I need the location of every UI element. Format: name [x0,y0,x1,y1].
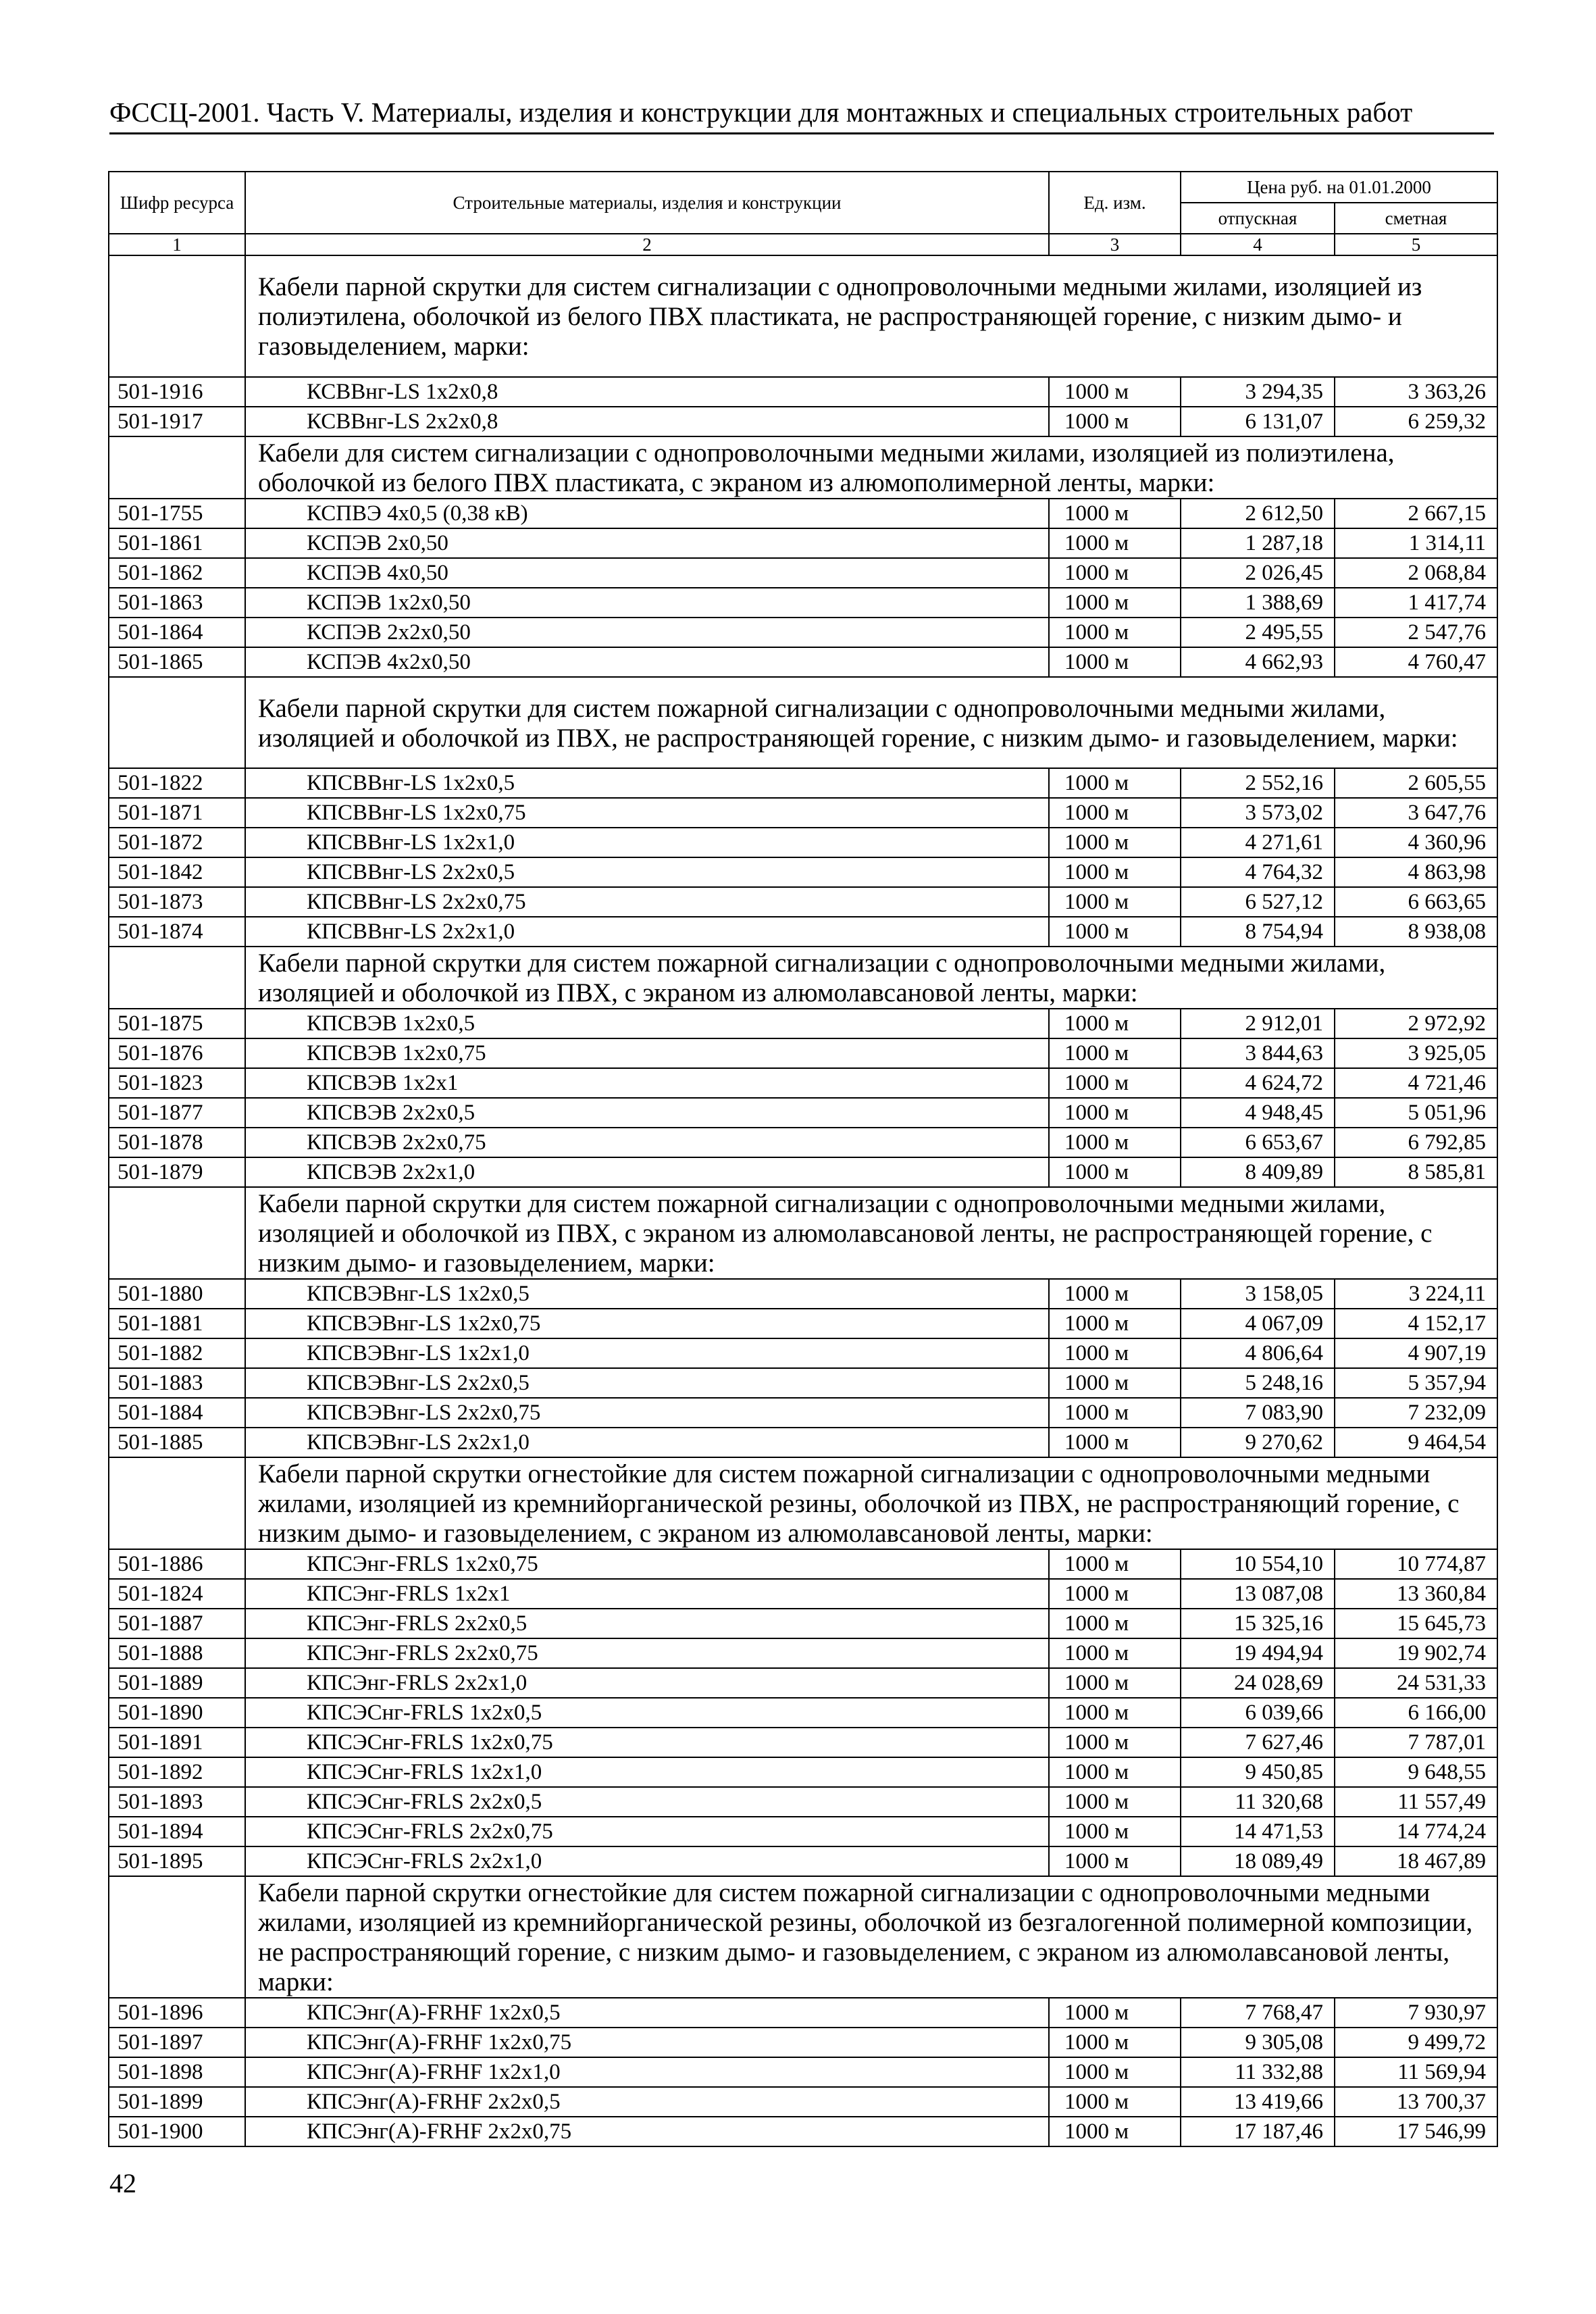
release-price-cell: 2 912,01 [1181,1009,1335,1038]
estimate-price-cell: 2 605,55 [1335,768,1497,798]
resource-code-cell: 501-1896 [109,1998,245,2028]
unit-cell: 1000 м [1049,558,1181,588]
group-code-blank [109,677,245,768]
table-row [109,407,1497,436]
estimate-price-cell: 1 314,11 [1335,528,1497,558]
page-header-title: ФССЦ-2001. Часть V. Материалы, изделия и конструкции для монтажных и специальных строительных работ [109,93,1494,134]
resource-code-cell: 501-1872 [109,828,245,857]
table-row [109,528,1497,558]
material-name-cell: КПСВЭВнг-LS 1x2x0,75 [245,1309,1049,1338]
release-price-cell: 9 450,85 [1181,1757,1335,1787]
unit-cell: 1000 м [1049,1609,1181,1638]
group-header-row [109,1876,1497,1998]
estimate-price-cell: 9 464,54 [1335,1428,1497,1457]
release-price-cell: 2 552,16 [1181,768,1335,798]
material-name-cell: КПСВВнг-LS 2x2x0,5 [245,857,1049,887]
estimate-price-cell: 4 760,47 [1335,647,1497,677]
unit-cell: 1000 м [1049,1668,1181,1698]
material-name-cell: КПСЭнг-FRLS 1x2x1 [245,1579,1049,1609]
group-header-row [109,255,1497,377]
material-name-cell: КСПВЭ 4x0,5 (0,38 кВ) [245,499,1049,528]
material-name-cell: КСВВнг-LS 1x2x0,8 [245,377,1049,407]
table-row [109,1638,1497,1668]
estimate-price-cell: 3 647,76 [1335,798,1497,828]
table-row [109,1428,1497,1457]
table-row [109,798,1497,828]
unit-cell: 1000 м [1049,1428,1181,1457]
unit-cell: 1000 м [1049,798,1181,828]
resource-code-cell: 501-1887 [109,1609,245,1638]
release-price-cell: 5 248,16 [1181,1368,1335,1398]
group-header-row [109,1187,1497,1279]
release-price-cell: 11 332,88 [1181,2057,1335,2087]
unit-cell: 1000 м [1049,1098,1181,1128]
estimate-price-cell: 13 360,84 [1335,1579,1497,1609]
table-row [109,647,1497,677]
unit-cell: 1000 м [1049,1279,1181,1309]
column-number: 5 [1335,234,1497,255]
unit-cell: 1000 м [1049,1009,1181,1038]
group-code-blank [109,436,245,499]
material-name-cell: КПСЭСнг-FRLS 2x2x0,5 [245,1787,1049,1817]
estimate-price-cell: 1 417,74 [1335,588,1497,618]
resource-code-cell: 501-1881 [109,1309,245,1338]
material-name-cell: КПСЭнг(А)-FRHF 1x2x0,5 [245,1998,1049,2028]
material-name-cell: КПСЭнг-FRLS 2x2x1,0 [245,1668,1049,1698]
material-name-cell: КПСВЭВ 2x2x0,5 [245,1098,1049,1128]
material-name-cell: КПСВВнг-LS 2x2x0,75 [245,887,1049,917]
resource-code-cell: 501-1874 [109,917,245,947]
page-number: 42 [109,2168,136,2198]
estimate-price-cell: 6 663,65 [1335,887,1497,917]
unit-cell: 1000 м [1049,1338,1181,1368]
estimate-price-cell: 4 721,46 [1335,1068,1497,1098]
estimate-price-cell: 24 531,33 [1335,1668,1497,1698]
table-row [109,1668,1497,1698]
column-header-code: Шифр ресурса [109,172,245,234]
material-name-cell: КПСЭСнг-FRLS 2x2x1,0 [245,1846,1049,1876]
estimate-price-cell: 9 648,55 [1335,1757,1497,1787]
unit-cell: 1000 м [1049,1698,1181,1728]
unit-cell: 1000 м [1049,1817,1181,1846]
material-name-cell: КПСЭСнг-FRLS 1x2x1,0 [245,1757,1049,1787]
resource-code-cell: 501-1876 [109,1038,245,1068]
group-code-blank [109,255,245,377]
material-name-cell: КСВВнг-LS 2x2x0,8 [245,407,1049,436]
resource-code-cell: 501-1898 [109,2057,245,2087]
resource-code-cell: 501-1865 [109,647,245,677]
release-price-cell: 8 754,94 [1181,917,1335,947]
release-price-cell: 7 768,47 [1181,1998,1335,2028]
table-row [109,917,1497,947]
table-row [109,1846,1497,1876]
resource-code-cell: 501-1900 [109,2117,245,2146]
column-header-release-price: отпускная [1181,203,1335,234]
resource-code-cell: 501-1873 [109,887,245,917]
table-row [109,1579,1497,1609]
resource-code-cell: 501-1863 [109,588,245,618]
unit-cell: 1000 м [1049,887,1181,917]
resource-code-cell: 501-1892 [109,1757,245,1787]
table-row [109,1309,1497,1338]
table-row [109,588,1497,618]
release-price-cell: 3 294,35 [1181,377,1335,407]
release-price-cell: 7 083,90 [1181,1398,1335,1428]
unit-cell: 1000 м [1049,1998,1181,2028]
table-row [109,2087,1497,2117]
unit-cell: 1000 м [1049,377,1181,407]
unit-cell: 1000 м [1049,828,1181,857]
group-description: Кабели парной скрутки для систем пожарной сигнализации с однопроволочными медными жилами, изоляцией и оболочкой из ПВХ, с экраном из алюмолавсановой ленты, не распространяющей горение, с низким дымо- и газовыделением, марки: [245,1187,1497,1279]
unit-cell: 1000 м [1049,499,1181,528]
resource-code-cell: 501-1890 [109,1698,245,1728]
material-name-cell: КПСЭнг(А)-FRHF 2x2x0,5 [245,2087,1049,2117]
resource-code-cell: 501-1862 [109,558,245,588]
estimate-price-cell: 11 557,49 [1335,1787,1497,1817]
resource-code-cell: 501-1917 [109,407,245,436]
release-price-cell: 1 388,69 [1181,588,1335,618]
table-row [109,618,1497,647]
estimate-price-cell: 13 700,37 [1335,2087,1497,2117]
group-description: Кабели парной скрутки для систем пожарной сигнализации с однопроволочными медными жилами, изоляцией и оболочкой из ПВХ, не распространяющей горение, с низким дымо- и газовыделением, марки: [245,677,1497,768]
estimate-price-cell: 9 499,72 [1335,2028,1497,2057]
material-name-cell: КПСВЭВ 1x2x1 [245,1068,1049,1098]
estimate-price-cell: 10 774,87 [1335,1549,1497,1579]
release-price-cell: 6 653,67 [1181,1128,1335,1157]
material-name-cell: КПСЭнг(А)-FRHF 2x2x0,75 [245,2117,1049,2146]
resource-code-cell: 501-1882 [109,1338,245,1368]
group-header-row [109,436,1497,499]
group-code-blank [109,947,245,1009]
resource-code-cell: 501-1842 [109,857,245,887]
estimate-price-cell: 7 232,09 [1335,1398,1497,1428]
resource-code-cell: 501-1878 [109,1128,245,1157]
group-description: Кабели парной скрутки для систем пожарной сигнализации с однопроволочными медными жилами, изоляцией и оболочкой из ПВХ, с экраном из алюмолавсановой ленты, марки: [245,947,1497,1009]
estimate-price-cell: 3 363,26 [1335,377,1497,407]
unit-cell: 1000 м [1049,1549,1181,1579]
resource-code-cell: 501-1871 [109,798,245,828]
unit-cell: 1000 м [1049,1638,1181,1668]
unit-cell: 1000 м [1049,647,1181,677]
estimate-price-cell: 5 357,94 [1335,1368,1497,1398]
release-price-cell: 7 627,46 [1181,1728,1335,1757]
table-row [109,1787,1497,1817]
resource-code-cell: 501-1895 [109,1846,245,1876]
release-price-cell: 15 325,16 [1181,1609,1335,1638]
table-row [109,2057,1497,2087]
release-price-cell: 4 806,64 [1181,1338,1335,1368]
release-price-cell: 4 662,93 [1181,647,1335,677]
unit-cell: 1000 м [1049,1368,1181,1398]
release-price-cell: 4 624,72 [1181,1068,1335,1098]
resource-code-cell: 501-1884 [109,1398,245,1428]
material-name-cell: КСПЭВ 2x2x0,50 [245,618,1049,647]
resource-code-cell: 501-1880 [109,1279,245,1309]
table-row [109,1368,1497,1398]
estimate-price-cell: 4 907,19 [1335,1338,1497,1368]
table-row [109,1038,1497,1068]
column-header-unit: Ед. изм. [1049,172,1181,234]
resource-code-cell: 501-1877 [109,1098,245,1128]
table-row [109,2028,1497,2057]
group-code-blank [109,1876,245,1998]
resource-code-cell: 501-1864 [109,618,245,647]
estimate-price-cell: 5 051,96 [1335,1098,1497,1128]
release-price-cell: 14 471,53 [1181,1817,1335,1846]
estimate-price-cell: 3 925,05 [1335,1038,1497,1068]
column-header-estimate-price: сметная [1335,203,1497,234]
release-price-cell: 9 305,08 [1181,2028,1335,2057]
unit-cell: 1000 м [1049,1128,1181,1157]
estimate-price-cell: 7 930,97 [1335,1998,1497,2028]
material-name-cell: КСПЭВ 4x0,50 [245,558,1049,588]
material-name-cell: КПСВЭВнг-LS 1x2x0,5 [245,1279,1049,1309]
release-price-cell: 2 495,55 [1181,618,1335,647]
resource-code-cell: 501-1886 [109,1549,245,1579]
release-price-cell: 6 527,12 [1181,887,1335,917]
release-price-cell: 13 087,08 [1181,1579,1335,1609]
column-header-name: Строительные материалы, изделия и конструкции [245,172,1049,234]
table-row [109,1009,1497,1038]
group-description: Кабели парной скрутки огнестойкие для систем пожарной сигнализации с однопроволочными медными жилами, изоляцией из кремнийорганической резины, оболочкой из безгалогенной полимерной композиции, не распространяющий горение, с низким дымо- и газовыделением, с экраном из алюмолавсановой ленты, марки: [245,1876,1497,1998]
unit-cell: 1000 м [1049,1846,1181,1876]
group-description: Кабели парной скрутки для систем сигнализации с однопроволочными медными жилами, изоляцией из полиэтилена, оболочкой из белого ПВХ пластиката, не распространяющей горение, с низким дымо- и газовыделением, марки: [245,255,1497,377]
release-price-cell: 4 067,09 [1181,1309,1335,1338]
table-row [109,1098,1497,1128]
table-row [109,2117,1497,2146]
estimate-price-cell: 19 902,74 [1335,1638,1497,1668]
estimate-price-cell: 6 166,00 [1335,1698,1497,1728]
material-name-cell: КПСВЭВ 2x2x0,75 [245,1128,1049,1157]
unit-cell: 1000 м [1049,618,1181,647]
release-price-cell: 6 131,07 [1181,407,1335,436]
column-number: 3 [1049,234,1181,255]
release-price-cell: 11 320,68 [1181,1787,1335,1817]
material-name-cell: КСПЭВ 1x2x0,50 [245,588,1049,618]
group-description: Кабели парной скрутки огнестойкие для систем пожарной сигнализации с однопроволочными медными жилами, изоляцией из кремнийорганической резины, оболочкой из ПВХ, не распространяющий горение, с низким дымо- и газовыделением, с экраном из алюмолавсановой ленты, марки: [245,1457,1497,1549]
estimate-price-cell: 11 569,94 [1335,2057,1497,2087]
resource-code-cell: 501-1861 [109,528,245,558]
unit-cell: 1000 м [1049,1728,1181,1757]
resource-code-cell: 501-1889 [109,1668,245,1698]
table-row [109,1757,1497,1787]
unit-cell: 1000 м [1049,1157,1181,1187]
resource-code-cell: 501-1916 [109,377,245,407]
resource-code-cell: 501-1875 [109,1009,245,1038]
release-price-cell: 19 494,94 [1181,1638,1335,1668]
table-row [109,1128,1497,1157]
column-number: 2 [245,234,1049,255]
group-header-row [109,677,1497,768]
unit-cell: 1000 м [1049,1068,1181,1098]
unit-cell: 1000 м [1049,1757,1181,1787]
unit-cell: 1000 м [1049,407,1181,436]
material-name-cell: КПСВЭВ 2x2x1,0 [245,1157,1049,1187]
estimate-price-cell: 2 667,15 [1335,499,1497,528]
table-row [109,857,1497,887]
material-name-cell: КПСВЭВ 1x2x0,5 [245,1009,1049,1038]
unit-cell: 1000 м [1049,1579,1181,1609]
release-price-cell: 4 948,45 [1181,1098,1335,1128]
table-row [109,887,1497,917]
column-number: 1 [109,234,245,255]
release-price-cell: 2 612,50 [1181,499,1335,528]
table-row [109,1609,1497,1638]
resource-code-cell: 501-1823 [109,1068,245,1098]
table-row [109,1068,1497,1098]
table-row [109,1698,1497,1728]
resource-code-cell: 501-1894 [109,1817,245,1846]
unit-cell: 1000 м [1049,1787,1181,1817]
material-name-cell: КПСЭнг-FRLS 2x2x0,75 [245,1638,1049,1668]
unit-cell: 1000 м [1049,1038,1181,1068]
resource-code-cell: 501-1824 [109,1579,245,1609]
resource-code-cell: 501-1879 [109,1157,245,1187]
material-name-cell: КСПЭВ 4x2x0,50 [245,647,1049,677]
table-row [109,1998,1497,2028]
material-name-cell: КПСЭСнг-FRLS 1x2x0,75 [245,1728,1049,1757]
group-description: Кабели для систем сигнализации с однопроволочными медными жилами, изоляцией из полиэтилена, оболочкой из белого ПВХ пластиката, с экраном из алюмополимерной ленты, марки: [245,436,1497,499]
column-number: 4 [1181,234,1335,255]
table-body [109,255,1497,2146]
unit-cell: 1000 м [1049,857,1181,887]
estimate-price-cell: 7 787,01 [1335,1728,1497,1757]
column-header-price-group: Цена руб. на 01.01.2000 [1181,172,1497,203]
estimate-price-cell: 8 938,08 [1335,917,1497,947]
resource-code-cell: 501-1888 [109,1638,245,1668]
unit-cell: 1000 м [1049,1309,1181,1338]
material-name-cell: КПСЭнг(А)-FRHF 1x2x0,75 [245,2028,1049,2057]
estimate-price-cell: 14 774,24 [1335,1817,1497,1846]
release-price-cell: 3 158,05 [1181,1279,1335,1309]
release-price-cell: 8 409,89 [1181,1157,1335,1187]
table-row [109,828,1497,857]
release-price-cell: 18 089,49 [1181,1846,1335,1876]
release-price-cell: 3 573,02 [1181,798,1335,828]
material-name-cell: КПСВЭВнг-LS 1x2x1,0 [245,1338,1049,1368]
table-row [109,1157,1497,1187]
unit-cell: 1000 м [1049,2087,1181,2117]
estimate-price-cell: 6 792,85 [1335,1128,1497,1157]
resource-code-cell: 501-1897 [109,2028,245,2057]
table-row [109,1549,1497,1579]
table-row [109,1279,1497,1309]
release-price-cell: 13 419,66 [1181,2087,1335,2117]
table-row [109,1817,1497,1846]
table-row [109,499,1497,528]
table-row [109,377,1497,407]
release-price-cell: 10 554,10 [1181,1549,1335,1579]
estimate-price-cell: 18 467,89 [1335,1846,1497,1876]
material-name-cell: КПСВЭВ 1x2x0,75 [245,1038,1049,1068]
material-name-cell: КСПЭВ 2x0,50 [245,528,1049,558]
resource-code-cell: 501-1755 [109,499,245,528]
unit-cell: 1000 м [1049,917,1181,947]
unit-cell: 1000 м [1049,528,1181,558]
table-row [109,1338,1497,1368]
material-name-cell: КПСВЭВнг-LS 2x2x1,0 [245,1428,1049,1457]
release-price-cell: 2 026,45 [1181,558,1335,588]
table-row [109,1728,1497,1757]
material-name-cell: КПСВВнг-LS 1x2x1,0 [245,828,1049,857]
release-price-cell: 4 764,32 [1181,857,1335,887]
material-name-cell: КПСЭнг(А)-FRHF 1x2x1,0 [245,2057,1049,2087]
estimate-price-cell: 3 224,11 [1335,1279,1497,1309]
material-name-cell: КПСЭнг-FRLS 1x2x0,75 [245,1549,1049,1579]
table-row [109,1398,1497,1428]
price-table [108,171,1498,2147]
group-header-row [109,1457,1497,1549]
material-name-cell: КПСВВнг-LS 2x2x1,0 [245,917,1049,947]
unit-cell: 1000 м [1049,2028,1181,2057]
table-row [109,558,1497,588]
estimate-price-cell: 4 863,98 [1335,857,1497,887]
estimate-price-cell: 2 068,84 [1335,558,1497,588]
estimate-price-cell: 15 645,73 [1335,1609,1497,1638]
release-price-cell: 3 844,63 [1181,1038,1335,1068]
unit-cell: 1000 м [1049,768,1181,798]
group-header-row [109,947,1497,1009]
release-price-cell: 9 270,62 [1181,1428,1335,1457]
material-name-cell: КПСЭнг-FRLS 2x2x0,5 [245,1609,1049,1638]
estimate-price-cell: 4 152,17 [1335,1309,1497,1338]
release-price-cell: 17 187,46 [1181,2117,1335,2146]
unit-cell: 1000 м [1049,588,1181,618]
table-row [109,768,1497,798]
estimate-price-cell: 2 972,92 [1335,1009,1497,1038]
unit-cell: 1000 м [1049,1398,1181,1428]
material-name-cell: КПСВЭВнг-LS 2x2x0,75 [245,1398,1049,1428]
material-name-cell: КПСВВнг-LS 1x2x0,5 [245,768,1049,798]
resource-code-cell: 501-1822 [109,768,245,798]
unit-cell: 1000 м [1049,2117,1181,2146]
estimate-price-cell: 2 547,76 [1335,618,1497,647]
estimate-price-cell: 6 259,32 [1335,407,1497,436]
unit-cell: 1000 м [1049,2057,1181,2087]
group-code-blank [109,1457,245,1549]
group-code-blank [109,1187,245,1279]
resource-code-cell: 501-1893 [109,1787,245,1817]
resource-code-cell: 501-1891 [109,1728,245,1757]
estimate-price-cell: 17 546,99 [1335,2117,1497,2146]
material-name-cell: КПСЭСнг-FRLS 2x2x0,75 [245,1817,1049,1846]
release-price-cell: 4 271,61 [1181,828,1335,857]
resource-code-cell: 501-1883 [109,1368,245,1398]
estimate-price-cell: 4 360,96 [1335,828,1497,857]
release-price-cell: 6 039,66 [1181,1698,1335,1728]
release-price-cell: 1 287,18 [1181,528,1335,558]
release-price-cell: 24 028,69 [1181,1668,1335,1698]
resource-code-cell: 501-1899 [109,2087,245,2117]
estimate-price-cell: 8 585,81 [1335,1157,1497,1187]
resource-code-cell: 501-1885 [109,1428,245,1457]
material-name-cell: КПСВВнг-LS 1x2x0,75 [245,798,1049,828]
material-name-cell: КПСЭСнг-FRLS 1x2x0,5 [245,1698,1049,1728]
material-name-cell: КПСВЭВнг-LS 2x2x0,5 [245,1368,1049,1398]
